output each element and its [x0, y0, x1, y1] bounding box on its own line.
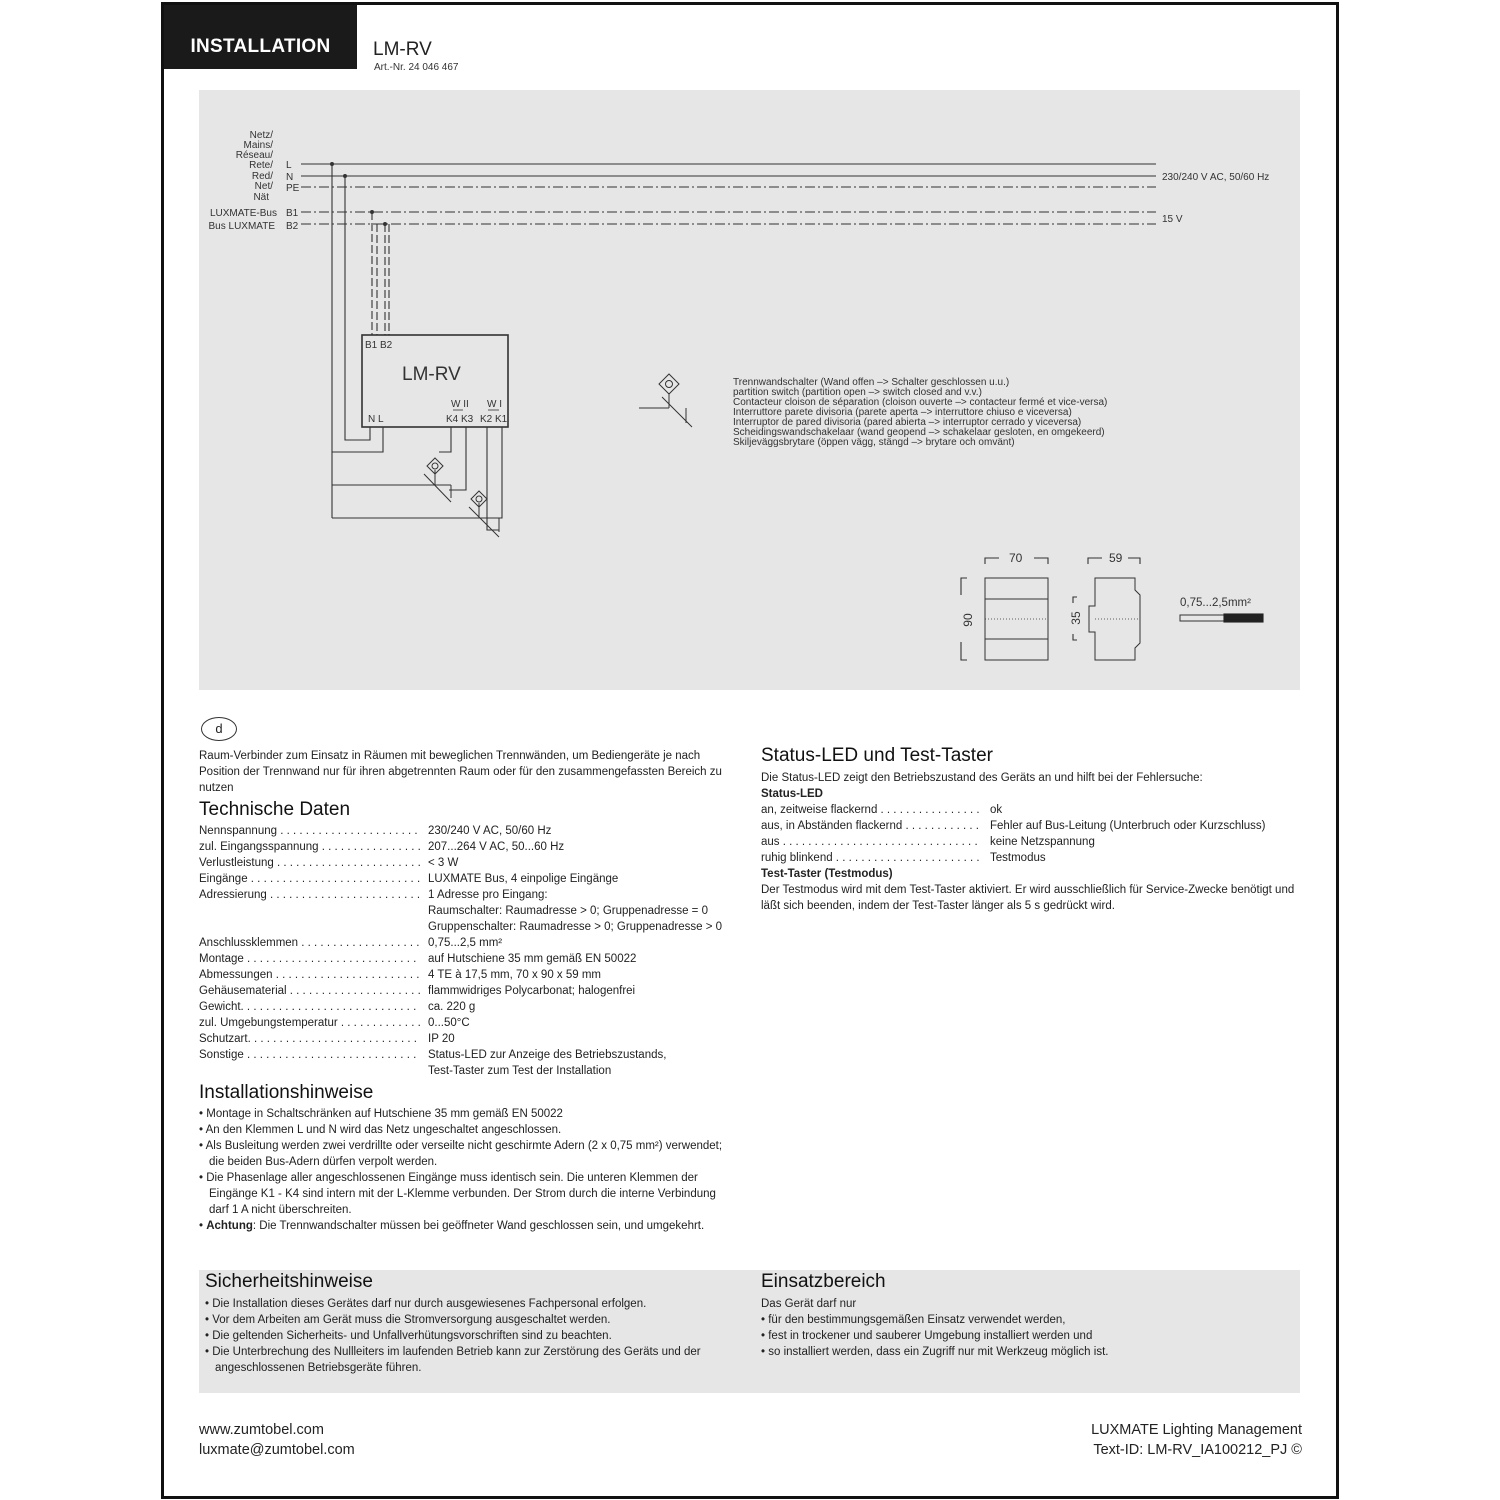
- mains-label-5: Net/: [254, 181, 273, 192]
- status-row: [761, 834, 1266, 850]
- install-warning: • Achtung: Die Trennwandschalter müssen bei geöffneter Wand geschlossen sein, und umgekehrt.: [199, 1220, 705, 1232]
- tech-row-value: 1 Adresse pro Eingang:: [428, 889, 548, 901]
- status-row-value: ok: [990, 804, 1003, 816]
- tech-row: [199, 935, 722, 951]
- right-column: [761, 745, 1306, 914]
- tech-row: [199, 1031, 722, 1047]
- tech-row: [199, 999, 722, 1015]
- footer-right: [1091, 1420, 1302, 1460]
- footer-web[interactable]: www.zumtobel.com: [199, 1422, 324, 1438]
- tech-row: [199, 903, 722, 919]
- legend-5: Scheidingswandschakelaar (wand geopend –> schakelaar gesloten, en omgekeerd): [733, 427, 1105, 438]
- device-k4k3: K4 K3: [446, 414, 474, 425]
- tech-row-label: [199, 1063, 428, 1079]
- tech-row-label: Sonstige . . . . . . . . . . . . . . . . . . . . . . . . . . .: [199, 1049, 417, 1061]
- test-heading: Test-Taster (Testmodus): [761, 868, 893, 880]
- safety-list: [205, 1296, 725, 1376]
- status-row-label: aus, in Abständen flackernd . . . . . . . . . . . .: [761, 820, 979, 832]
- status-led-heading: Status-LED: [761, 788, 823, 800]
- status-row-value: Fehler auf Bus-Leitung (Unterbruch oder Kurzschluss): [990, 820, 1266, 832]
- install-title: Installationshinweise: [199, 1082, 374, 1103]
- list-item: • fest in trockener und sauberer Umgebung installiert werden und: [761, 1330, 1093, 1342]
- bus-label-2: Bus LUXMATE: [208, 221, 275, 232]
- list-item: • An den Klemmen L und N wird das Netz ungeschaltet angeschlossen.: [199, 1124, 562, 1136]
- tech-row-label: [199, 919, 428, 935]
- bus-label-1: LUXMATE-Bus: [209, 208, 277, 219]
- tech-row-value: ca. 220 g: [428, 1001, 476, 1013]
- tech-row-value: Raumschalter: Raumadresse > 0; Gruppenadresse = 0: [428, 905, 708, 917]
- safety-column: [205, 1271, 725, 1376]
- status-row-label: ruhig blinkend . . . . . . . . . . . . . . . . . . . . . . .: [761, 852, 980, 864]
- status-row: [761, 802, 1266, 818]
- usage-title: Einsatzbereich: [761, 1271, 886, 1292]
- list-item: • Montage in Schaltschränken auf Hutschiene 35 mm gemäß EN 50022: [199, 1108, 563, 1120]
- list-item: • Vor dem Arbeiten am Gerät muss die Stromversorgung ausgeschaltet werden.: [205, 1314, 611, 1326]
- tech-row: [199, 887, 722, 903]
- legend-4: Interruptor de pared divisoria (pared abierta –> interruptor cerrado y viceversa): [733, 417, 1082, 428]
- tech-row-label: [199, 903, 428, 919]
- line-l-label: L: [286, 160, 292, 171]
- tech-row-label: zul. Eingangsspannung . . . . . . . . . . . . . . . .: [199, 841, 421, 853]
- mains-label-0: Netz/: [249, 130, 273, 141]
- line-pe-label: PE: [286, 183, 300, 194]
- tech-row-value: flammwidriges Polycarbonat; halogenfrei: [428, 985, 636, 997]
- document-page: [161, 2, 1339, 1499]
- status-row-value: keine Netzspannung: [990, 836, 1095, 848]
- tech-row-value: Status-LED zur Anzeige des Betriebszustands,: [428, 1049, 667, 1061]
- tech-row-label: Verlustleistung . . . . . . . . . . . . . . . . . . . . . . .: [199, 857, 421, 869]
- language-badge: d: [201, 717, 237, 741]
- tech-row: [199, 967, 722, 983]
- usage-intro: Das Gerät darf nur: [761, 1298, 857, 1310]
- model-name: LM-RV: [373, 39, 432, 60]
- section-badge: INSTALLATION: [164, 5, 357, 69]
- device-b1b2: B1 B2: [365, 340, 393, 351]
- dim-width: 70: [1009, 551, 1023, 565]
- safety-box: [199, 1270, 1300, 1393]
- safety-title: Sicherheitshinweise: [205, 1271, 373, 1292]
- tech-row: [199, 839, 722, 855]
- legend-0: Trennwandschalter (Wand offen –> Schalter geschlossen u.u.): [733, 377, 1010, 388]
- line-n-label: N: [286, 172, 294, 183]
- tech-row: [199, 951, 722, 967]
- line-b2-label: B2: [286, 221, 299, 232]
- list-item: • so installiert werden, dass ein Zugriff nur mit Werkzeug möglich ist.: [761, 1346, 1109, 1358]
- device-name: LM-RV: [402, 364, 461, 385]
- list-item: • für den bestimmungsgemäßen Einsatz verwendet werden,: [761, 1314, 1066, 1326]
- tech-row-label: Schutzart. . . . . . . . . . . . . . . . . . . . . . . . . . .: [199, 1033, 417, 1045]
- dim-depth: 59: [1109, 551, 1123, 565]
- device-wii: W II: [451, 399, 469, 410]
- tech-row-label: Eingänge . . . . . . . . . . . . . . . . . . . . . . . . . . .: [199, 873, 421, 885]
- status-row: [761, 818, 1266, 834]
- tech-row: [199, 1047, 722, 1063]
- device-k2k1: K2 K1: [480, 414, 508, 425]
- device-nl: N L: [368, 414, 384, 425]
- legend-3: Interruttore parete divisoria (parete aperta –> interruttore chiuso e viceversa): [733, 407, 1072, 418]
- tech-row-value: LUXMATE Bus, 4 einpolige Eingänge: [428, 873, 619, 885]
- status-title: Status-LED und Test-Taster: [761, 745, 993, 766]
- mains-label-3: Rete/: [249, 160, 273, 171]
- list-item: • Als Busleitung werden zwei verdrillte oder verseilte nicht geschirmte Adern (2 x 0,75 mm²) verwendet; die beiden Bus-Adern dürfen verpolt werden.: [199, 1140, 723, 1168]
- intro-text: Raum-Verbinder zum Einsatz in Räumen mit beweglichen Trennwänden, um Bediengeräte je nach Position der Trennwand nur für ihren abgetrennten Raum oder für den zusammengefassten Bereich zu nutzen: [199, 750, 722, 794]
- dim-rail: 35: [1069, 611, 1083, 625]
- tech-row-value: 0...50°C: [428, 1017, 470, 1029]
- tech-row-label: zul. Umgebungstemperatur . . . . . . . . . . . . .: [199, 1017, 421, 1029]
- legend-1: partition switch (partition open –> switch closed and v.v.): [733, 387, 982, 398]
- dim-height: 90: [961, 613, 975, 627]
- mains-label-4: Red/: [251, 171, 273, 182]
- tech-row-label: Anschlussklemmen . . . . . . . . . . . . . . . . . . .: [199, 937, 420, 949]
- tech-row: [199, 983, 722, 999]
- status-table: [761, 802, 1266, 866]
- left-column: [199, 748, 734, 1234]
- list-item: • Die Installation dieses Gerätes darf nur durch ausgewiesenes Fachpersonal erfolgen.: [205, 1298, 647, 1310]
- dim-wire: 0,75...2,5mm²: [1180, 597, 1251, 609]
- tech-row-value: 0,75...2,5 mm²: [428, 937, 503, 949]
- tech-row-value: 230/240 V AC, 50/60 Hz: [428, 825, 552, 837]
- tech-row: [199, 823, 722, 839]
- tech-row: [199, 871, 722, 887]
- voltage-bus: 15 V: [1162, 214, 1183, 225]
- list-item: • Die Unterbrechung des Nullleiters im laufenden Betrieb kann zur Zerstörung des Geräts und der angeschlossenen Betriebsgeräte führen.: [205, 1346, 701, 1374]
- list-item: • Die Phasenlage aller angeschlossenen Eingänge muss identisch sein. Die unteren Klemmen der Eingänge K1 - K4 sind intern mit der L-Klemme verbunden. Der Strom durch die interne Verbindung darf 1 A nicht überschreiten.: [199, 1172, 716, 1216]
- tech-row: [199, 1015, 722, 1031]
- legend-2: Contacteur cloison de séparation (cloison ouverte –> contacteur fermé et vice-versa): [733, 397, 1108, 408]
- legend-6: Skiljeväggsbrytare (öppen vägg, stängd –> brytare och omvänt): [733, 437, 1015, 448]
- tech-row: [199, 1063, 722, 1079]
- tech-row-value: IP 20: [428, 1033, 455, 1045]
- footer-email[interactable]: luxmate@zumtobel.com: [199, 1442, 355, 1458]
- mains-label-6: Nät: [253, 192, 269, 203]
- tech-row-value: 207...264 V AC, 50...60 Hz: [428, 841, 565, 853]
- wiring-diagram: [199, 90, 1300, 690]
- tech-row-value: 4 TE à 17,5 mm, 70 x 90 x 59 mm: [428, 969, 601, 981]
- tech-row-value: auf Hutschiene 35 mm gemäß EN 50022: [428, 953, 637, 965]
- wiring-svg: [199, 90, 1300, 690]
- mains-label-2: Réseau/: [235, 150, 273, 161]
- status-row-label: an, zeitweise flackernd . . . . . . . . . . . . . . . .: [761, 804, 980, 816]
- tech-row-label: Abmessungen . . . . . . . . . . . . . . . . . . . . . . .: [199, 969, 420, 981]
- tech-table: [199, 823, 722, 1079]
- tech-row-value: < 3 W: [428, 857, 459, 869]
- tech-row-label: Adressierung . . . . . . . . . . . . . . . . . . . . . . . .: [199, 889, 421, 901]
- status-row: [761, 850, 1266, 866]
- status-intro: Die Status-LED zeigt den Betriebszustand des Geräts an und hilft bei der Fehlersuche:: [761, 772, 1203, 784]
- tech-row-value: Test-Taster zum Test der Installation: [428, 1065, 612, 1077]
- tech-row-label: Nennspannung . . . . . . . . . . . . . . . . . . . . . .: [199, 825, 418, 837]
- usage-list: [761, 1312, 1281, 1360]
- voltage-mains: 230/240 V AC, 50/60 Hz: [1162, 172, 1270, 183]
- line-b1-label: B1: [286, 208, 299, 219]
- footer-left: [199, 1420, 355, 1460]
- list-item: • Die geltenden Sicherheits- und Unfallverhütungsvorschriften sind zu beachten.: [205, 1330, 612, 1342]
- tech-row: [199, 919, 722, 935]
- tech-row-label: Gehäusematerial . . . . . . . . . . . . . . . . . . . . .: [199, 985, 421, 997]
- tech-row: [199, 855, 722, 871]
- footer-brand: LUXMATE Lighting Management: [1091, 1422, 1302, 1438]
- install-list: [199, 1106, 734, 1218]
- tech-row-label: Gewicht. . . . . . . . . . . . . . . . . . . . . . . . . . . .: [199, 1001, 417, 1013]
- tech-title: Technische Daten: [199, 799, 351, 820]
- footer-text-id: Text-ID: LM-RV_IA100212_PJ ©: [1093, 1442, 1302, 1458]
- mains-label-1: Mains/: [243, 140, 273, 151]
- status-row-label: aus . . . . . . . . . . . . . . . . . . . . . . . . . . . . . . .: [761, 836, 978, 848]
- device-wi: W I: [487, 399, 502, 410]
- article-number: Art.-Nr. 24 046 467: [374, 62, 459, 73]
- warning-text: : Die Trennwandschalter müssen bei geöffneter Wand geschlossen sein, und umgekehrt.: [252, 1220, 705, 1232]
- warning-bold: Achtung: [206, 1220, 253, 1232]
- tech-row-value: Gruppenschalter: Raumadresse > 0; Gruppenadresse > 0: [428, 921, 723, 933]
- tech-row-label: Montage . . . . . . . . . . . . . . . . . . . . . . . . . . .: [199, 953, 417, 965]
- status-row-value: Testmodus: [990, 852, 1046, 864]
- test-text: Der Testmodus wird mit dem Test-Taster aktiviert. Er wird ausschließlich für Service-Zwecke benötigt und läßt sich beenden, indem der Test-Taster länger als 5 s gedrückt wird.: [761, 884, 1295, 912]
- usage-column: [761, 1271, 1281, 1360]
